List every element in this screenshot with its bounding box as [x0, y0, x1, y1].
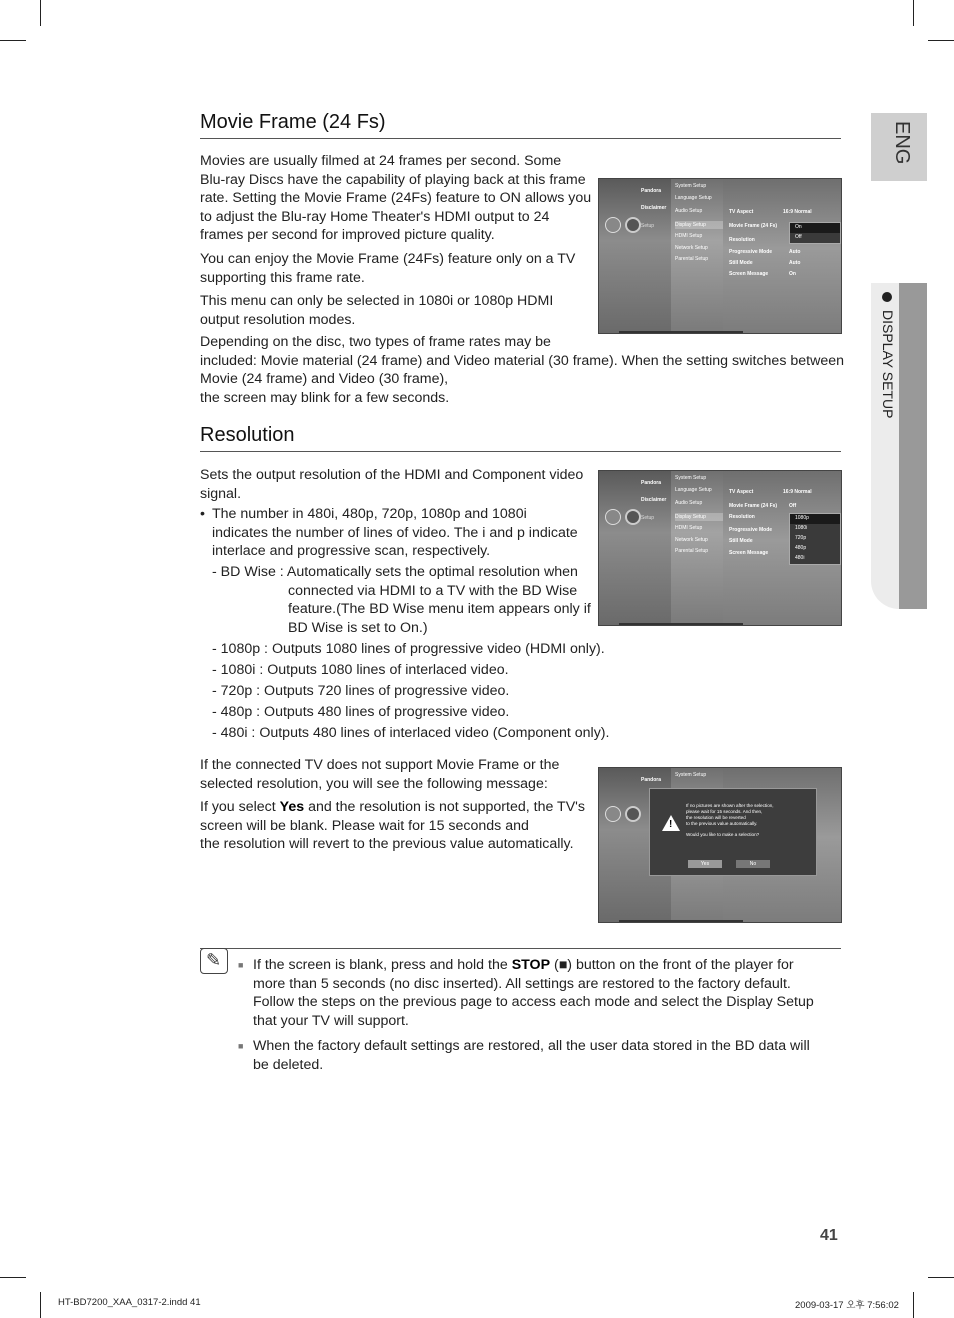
- movie-frame-para3: This menu can only be selected in 1080i or 1080p HDMI output resolution modes.: [200, 293, 554, 328]
- note-bullet-icon: ■: [238, 960, 244, 970]
- menu-screenshot-resolution: [598, 470, 842, 626]
- menu-item: Display Setup: [675, 514, 706, 520]
- menu-item: Audio Setup: [675, 500, 703, 506]
- menu-option: TV Aspect: [729, 489, 754, 495]
- menu-item: System Setup: [675, 475, 707, 481]
- section-tab-bar: [899, 283, 927, 609]
- gear-icon: [625, 217, 641, 233]
- movie-frame-para4: Depending on the disc, two types of frame rates may be included: Movie material (24 frame) and Video material (30 frame). When the setting switches between Movie (24 frame) and Video (30 frame), the screen may blink for a few seconds.: [200, 334, 845, 406]
- menu-value: Auto: [789, 249, 801, 255]
- menu-value: 16:9 Normal: [783, 209, 812, 215]
- dialog-message: If no pictures are shown after the selection, please wait for 15 seconds. And then, the resolution will be reverted to the previous value automatically. Would you like to make a selection?: [686, 803, 774, 837]
- crop-mark: [928, 1277, 954, 1278]
- note-icon: ✎: [200, 948, 228, 974]
- menu-brand: Pandora: [641, 480, 662, 486]
- menu-disclaimer: Disclaimer: [641, 497, 667, 503]
- resolution-para1: Sets the output resolution of the HDMI and Component video signal.: [200, 467, 584, 502]
- menu-brand: Pandora: [641, 777, 662, 783]
- lang-tab: [871, 113, 927, 181]
- menu-item: HDMI Setup: [675, 233, 703, 239]
- menu-brand: Pandora: [641, 188, 662, 194]
- menu-option: Still Mode: [729, 538, 753, 544]
- resolution-dropdown: [789, 513, 841, 565]
- footer-left: HT-BD7200_XAA_0317-2.indd 41: [58, 1297, 201, 1308]
- menu-option: Progressive Mode: [729, 249, 773, 255]
- menu-item: Parental Setup: [675, 548, 709, 554]
- resolution-list: - 1080p : Outputs 1080 lines of progressive video (HDMI only). - 1080i : Outputs 1080 lines of interlaced video. - 720p : Outputs 720 lines of progressive video. - 480p : Outputs 480 lines of progressive video. - 480i : Outputs 480 lines of interlaced video (Component only).: [212, 641, 610, 741]
- dropdown-option: 480p: [795, 545, 807, 551]
- menu-item: System Setup: [675, 183, 707, 189]
- crop-mark: [0, 40, 26, 41]
- menu-option: TV Aspect: [729, 209, 754, 215]
- menu-item: System Setup: [675, 772, 707, 778]
- menu-screenshot-warning: [598, 767, 842, 923]
- dialog-yes-button: Yes: [688, 860, 722, 868]
- bullet-dot-icon: [882, 292, 892, 302]
- movie-frame-para1: Movies are usually filmed at 24 frames per second. Some Blu-ray Discs have the capability of playing back at this frame rate. Setting the Movie Frame (24Fs) feature to ON allows you to adjust the Blu-ray Home Theater's HDMI output to 24 frames per second for improved picture quality.: [200, 153, 592, 243]
- menu-option: Progressive Mode: [729, 527, 773, 533]
- menu-item: Language Setup: [675, 195, 712, 201]
- disc-icon: [605, 217, 621, 233]
- crop-mark: [913, 1292, 914, 1318]
- page-number: 41: [820, 1227, 838, 1244]
- dropdown-option: 1080p: [790, 514, 840, 524]
- bdwise-item: - BD Wise : Automatically sets the optimal resolution when connected via HDMI to a TV with the BD Wise feature.(The BD Wise menu item appears only if BD Wise is set to On.): [212, 564, 591, 636]
- gear-icon: [625, 806, 641, 822]
- menu-option: Still Mode: [729, 260, 753, 266]
- dropdown-option: 720p: [795, 535, 807, 541]
- movie-frame-para2: You can enjoy the Movie Frame (24Fs) feature only on a TV supporting this frame rate.: [200, 251, 576, 286]
- warning-dialog: [649, 788, 817, 876]
- menu-item: Language Setup: [675, 487, 712, 493]
- menu-value: Off: [789, 503, 797, 509]
- warning-icon: !: [662, 815, 680, 831]
- menu-option: Movie Frame (24 Fs): [729, 223, 778, 229]
- footer-right: 2009-03-17 오후 7:56:02: [795, 1300, 899, 1311]
- warning-para1: If the connected TV does not support Movie Frame or the selected resolution, you will see the following message:: [200, 757, 560, 792]
- dropdown-option: 1080i: [795, 525, 808, 531]
- disc-icon: [605, 509, 621, 525]
- section-label: DISPLAY SETUP: [880, 292, 896, 418]
- menu-item: Network Setup: [675, 245, 708, 251]
- crop-mark: [40, 1292, 41, 1318]
- menu-setup: Setup: [641, 515, 655, 521]
- note-1: If the screen is blank, press and hold the STOP (■) button on the front of the player for more than 5 seconds (no disc inserted). All settings are restored to the factory default. Follow the steps on the previous page to access each mode and select the Display Setup that your TV will support.: [253, 957, 814, 1029]
- menu-screenshot-movie-frame: [598, 178, 842, 334]
- crop-mark: [928, 40, 954, 41]
- movie-frame-heading: Movie Frame (24 Fs): [200, 111, 386, 133]
- frame-dropdown: [789, 222, 841, 244]
- dialog-no-button: No: [736, 860, 770, 868]
- note-bullet-icon: ■: [238, 1041, 244, 1051]
- menu-option: Resolution: [729, 514, 755, 520]
- menu-item: Network Setup: [675, 537, 708, 543]
- dropdown-option: Off: [795, 234, 802, 240]
- crop-mark: [913, 0, 914, 26]
- menu-option: Movie Frame (24 Fs): [729, 503, 778, 509]
- disc-icon: [605, 806, 621, 822]
- heading-rule: [200, 451, 841, 452]
- menu-value: 16:9 Normal: [783, 489, 812, 495]
- menu-item: HDMI Setup: [675, 525, 703, 531]
- menu-item: Audio Setup: [675, 208, 703, 214]
- gear-icon: [625, 509, 641, 525]
- menu-item: Display Setup: [675, 222, 706, 228]
- menu-item: Parental Setup: [675, 256, 709, 262]
- menu-option: Screen Message: [729, 271, 769, 277]
- menu-setup: Setup: [641, 223, 655, 229]
- menu-option: Screen Message: [729, 550, 769, 556]
- crop-mark: [0, 1277, 26, 1278]
- menu-option: Resolution: [729, 237, 755, 243]
- note-2: When the factory default settings are restored, all the user data stored in the BD data will be deleted.: [253, 1038, 810, 1073]
- menu-value: On: [789, 271, 796, 277]
- note-rule: [200, 948, 841, 949]
- menu-disclaimer: Disclaimer: [641, 205, 667, 211]
- dropdown-option: On: [790, 223, 840, 233]
- crop-mark: [40, 0, 41, 26]
- menu-value: Auto: [789, 260, 801, 266]
- dropdown-option: 480i: [795, 555, 805, 561]
- heading-rule: [200, 138, 841, 139]
- warning-para2: If you select Yes and the resolution is not supported, the TV's screen will be blank. Please wait for 15 seconds and the resolution will revert to the previous value automatically.: [200, 799, 585, 852]
- lang-label: ENG: [891, 121, 913, 165]
- resolution-heading: Resolution: [200, 424, 295, 446]
- resolution-bullet: • The number in 480i, 480p, 720p, 1080p and 1080i indicates the number of lines of video. The i and p indicate interlace and progressive scan, respectively.: [200, 506, 578, 559]
